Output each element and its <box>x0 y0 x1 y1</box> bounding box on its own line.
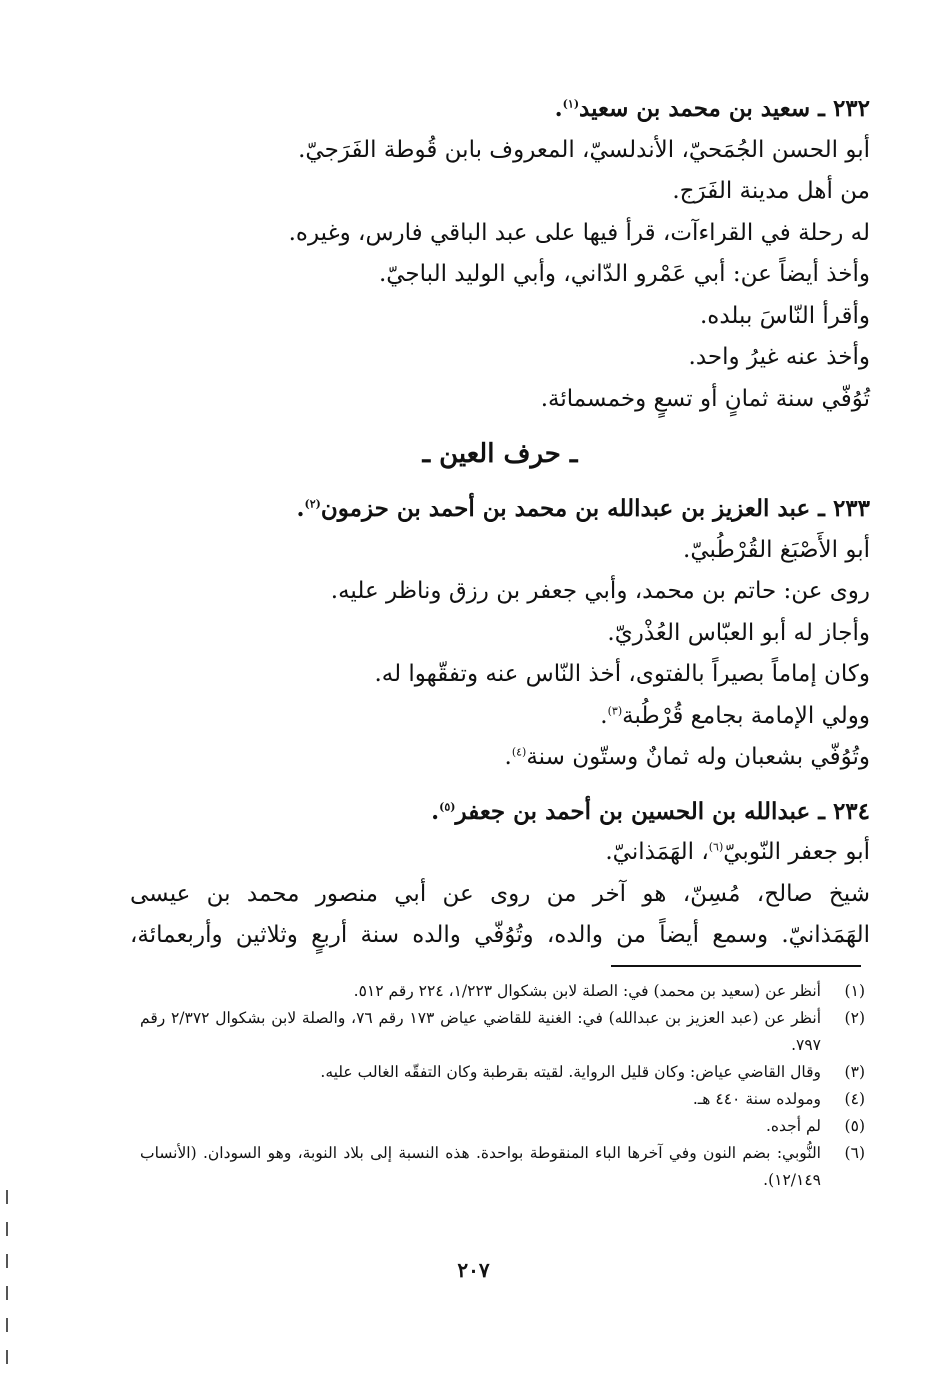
footnote-text: أنظر عن (عبد العزيز بن عبدالله) في: الغنية للقاضي عياض ١٧٣ رقم ٧٦، والصلة لابن بشكوال ٢/٣٧٢ رقم ٧٩٧. <box>140 1009 821 1054</box>
paragraph-line: شيخ صالح، مُسِنّ، هو آخر من روى عن أبي منصور محمد بن عيسى <box>130 880 870 907</box>
entry-line: وأخذ أيضاً عن: أبي عَمْرو الدّاني، وأبي الوليد الباجيّ. <box>378 261 870 287</box>
footnote <box>140 1113 865 1140</box>
footnote-number: (٥) <box>844 1117 865 1135</box>
entry-line-text: أبو جعفر النّوبيّ <box>723 839 870 865</box>
entry-title-tail: . <box>554 95 563 122</box>
entry-line: أبو الحسن الجُمَحيّ، الأندلسيّ، المعروف بابن قُوطة الفَرَجيّ. <box>298 136 870 163</box>
footnote <box>140 978 865 1005</box>
entry-title-tail: . <box>296 495 305 522</box>
entry-line: من أهل مدينة الفَرَج. <box>672 178 870 204</box>
entry-line-tail: . <box>600 702 608 729</box>
entry-title-text: ٢٣٢ ـ سعيد بن محمد بن سعيد <box>579 95 870 122</box>
margin-mark <box>6 1350 8 1364</box>
footnote-number: (٢) <box>844 1009 865 1027</box>
entry-line: وأجاز له أبو العبّاس العُذْريّ. <box>607 619 870 646</box>
margin-mark <box>6 1190 8 1204</box>
section-heading: ـ حرف العين ـ <box>422 439 578 469</box>
margin-mark <box>6 1222 8 1236</box>
margin-mark <box>6 1286 8 1300</box>
footnote-number: (٦) <box>844 1144 865 1162</box>
footnote <box>140 1086 865 1113</box>
entry-line: أبو الأَصْبَغ القُرْطُبيّ. <box>683 536 870 563</box>
footnote-number: (٣) <box>844 1063 865 1081</box>
margin-mark <box>6 1254 8 1268</box>
footnote-text: النُّوبي: بضم النون وفي آخرها الباء المنقوطة بواحدة. هذه النسبة إلى بلاد النوبة، وهو السودان. (الأنساب ١٢/١٤٩). <box>140 1144 821 1189</box>
entry-title <box>130 488 870 530</box>
entry-line-text: وتُوُفّي بشعبان وله ثمانٌ وستّون سنة <box>526 744 870 770</box>
entry-line: روى عن: حاتم بن محمد، وأبي جعفر بن رزق وناظر عليه. <box>330 578 870 604</box>
footnotes <box>140 978 865 1194</box>
footnote-ref[interactable]: (٥) <box>439 799 456 813</box>
footnote-text: وقال القاضي عياض: وكان قليل الرواية. لقيته بقرطبة وكان التفقّه الغالب عليه. <box>320 1063 821 1081</box>
margin-mark <box>6 1318 8 1332</box>
footnote-separator <box>611 965 861 967</box>
footnote-ref[interactable]: (٢) <box>304 497 321 511</box>
footnote-text: أنظر عن (سعيد بن محمد) في: الصلة لابن بشكوال ١/٢٢٣، ٢٢٤ رقم ٥١٢. <box>353 982 821 1000</box>
entry-line-tail: . <box>504 744 512 770</box>
entry-title <box>130 88 870 130</box>
entry-line: وأخذ عنه غيرُ واحد. <box>688 344 870 370</box>
entry-line-tail: ، الهَمَذانيّ. <box>605 839 709 865</box>
paragraph-line: الهَمَذانيّ. وسمع أيضاً من والده، وتُوُفّي والده سنة أربعٍ وثلاثين وأربعمائة، <box>130 922 870 948</box>
footnote-text: ومولده سنة ٤٤٠ هـ. <box>692 1090 821 1108</box>
main-text <box>130 88 870 957</box>
entry-line: وكان إماماً بصيراً بالفتوى، أخذ النّاس عنه وتفقّهوا له. <box>374 661 870 687</box>
entry-line: تُوُفّي سنة ثمانٍ أو تسعٍ وخمسمائة. <box>540 385 870 412</box>
entry-line <box>130 832 870 874</box>
footnote <box>140 1005 865 1059</box>
entry-line-text: وولي الإمامة بجامع قُرْطُبة <box>622 702 870 729</box>
entry-line <box>130 696 870 738</box>
entry-line: له رحلة في القراءآت، قرأ فيها على عبد الباقي فارس، وغيره. <box>288 219 870 246</box>
entry-line: وأقرأ النّاسَ ببلده. <box>699 302 870 329</box>
footnote <box>140 1059 865 1086</box>
entry-title-tail: . <box>431 797 440 825</box>
entry-title-text: ٢٣٣ ـ عبد العزيز بن عبدالله بن محمد بن أحمد بن حزمون <box>320 495 870 522</box>
entry-line <box>130 737 870 779</box>
footnote-ref[interactable]: (١) <box>562 97 580 111</box>
footnote-ref[interactable]: (٦) <box>708 840 724 854</box>
footnote <box>140 1140 865 1194</box>
footnote-ref[interactable]: (٣) <box>607 703 623 717</box>
page-number: ٢٠٧ <box>457 1258 490 1282</box>
footnote-number: (٤) <box>844 1090 865 1108</box>
footnote-ref[interactable]: (٤) <box>511 745 527 759</box>
entry-title-text: ٢٣٤ ـ عبدالله بن الحسين بن أحمد بن جعفر <box>455 797 870 825</box>
footnote-text: لم أجده. <box>765 1117 821 1135</box>
footnote-number: (١) <box>844 982 865 1000</box>
entry-title <box>130 791 870 833</box>
